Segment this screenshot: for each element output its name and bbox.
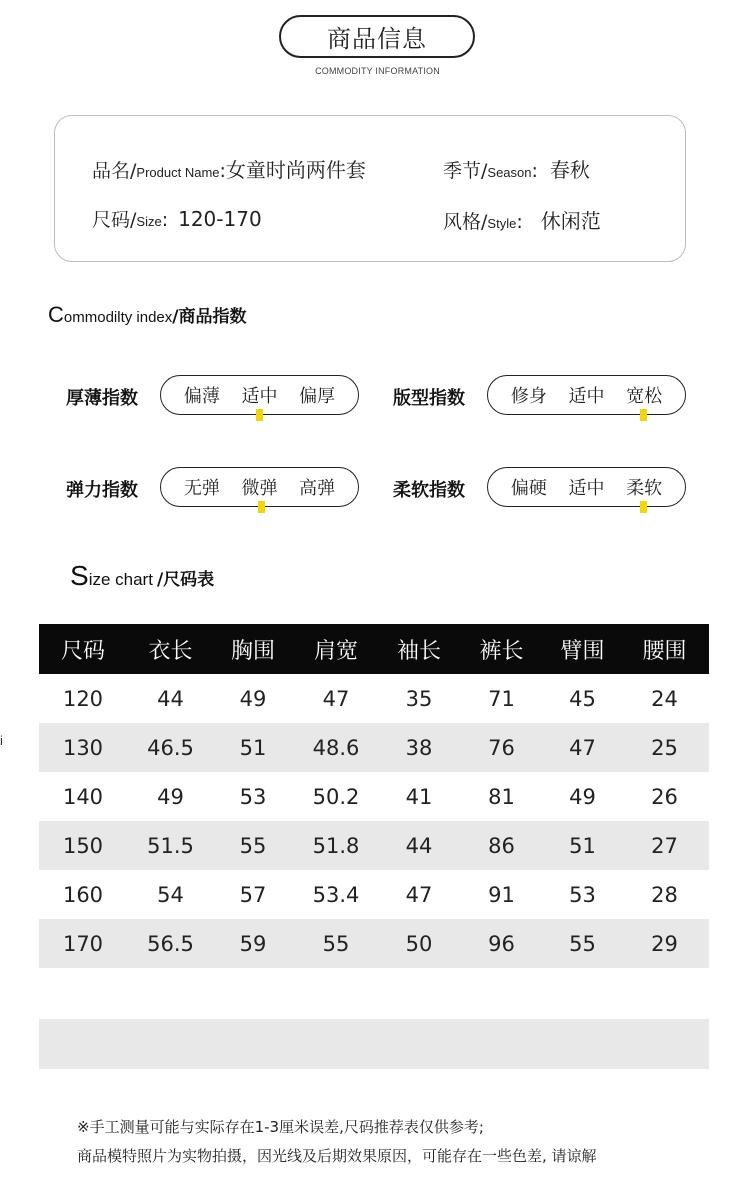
table-cell: 71 [488, 686, 515, 711]
thickness-index-label: 厚薄指数 [66, 388, 138, 409]
table-cell: 29 [651, 931, 678, 956]
season-value: 春秋 [549, 158, 590, 182]
table-cell: 140 [62, 784, 104, 809]
softness-index-label: 柔软指数 [393, 480, 465, 501]
table-cell: 47 [322, 686, 350, 711]
column-header: 腰围 [642, 638, 687, 664]
thickness-index-scale: 偏薄 适中 偏厚 [160, 375, 359, 415]
table-cell: 160 [62, 882, 104, 907]
column-header: 袖长 [396, 638, 441, 664]
product-info-card [54, 115, 686, 262]
section-title-pill [279, 15, 475, 58]
table-cell: 51 [239, 735, 267, 760]
product-name-value: 女童时尚两件套 [225, 158, 366, 182]
style-value: 休闲范 [540, 209, 601, 233]
table-cell: 48.6 [312, 735, 360, 760]
size-range-row: 尺码/ Size : 120-170 [92, 207, 262, 231]
table-cell: 47 [405, 882, 433, 907]
table-cell: 86 [488, 833, 515, 858]
table-row [39, 919, 709, 968]
table-cell: 38 [405, 735, 433, 760]
table-row [39, 821, 709, 870]
table-cell: 50.2 [312, 784, 360, 809]
thickness-selected-marker [256, 409, 263, 421]
fit-index-label: 版型指数 [393, 388, 465, 409]
table-cell: 25 [651, 735, 678, 760]
stray-mark: i [0, 733, 3, 748]
table-cell: 96 [488, 931, 515, 956]
column-header: 尺码 [60, 638, 105, 664]
table-cell: 91 [488, 882, 515, 907]
table-cell: 49 [569, 784, 596, 809]
empty-table-band [39, 1019, 709, 1069]
size-chart-heading: S ize chart /尺码表 [70, 560, 215, 591]
size-chart-table [39, 624, 709, 968]
table-cell: 49 [239, 686, 267, 711]
table-cell: 56.5 [147, 931, 194, 956]
season-row: 季节/ Season : 春秋 [443, 154, 590, 183]
fit-index-scale: 修身 适中 宽松 [487, 375, 686, 415]
table-row [39, 674, 709, 723]
column-header: 衣长 [148, 638, 193, 664]
size-table-header [39, 624, 709, 674]
elasticity-selected-marker [258, 501, 265, 513]
commodity-index-heading: C ommodilty index /商品指数 [48, 302, 247, 327]
style-row: 风格/ Style : 休闲范 [443, 205, 601, 234]
column-header: 胸围 [230, 638, 275, 664]
table-cell: 59 [239, 931, 267, 956]
table-cell: 150 [62, 833, 104, 858]
color-difference-note: 商品模特照片为实物拍摄，因光线及后期效果原因，可能存在一些色差, 请谅解 [77, 1147, 597, 1165]
table-cell: 27 [651, 833, 678, 858]
table-cell: 55 [569, 931, 596, 956]
table-row [39, 723, 709, 772]
table-cell: 53 [569, 882, 596, 907]
measurement-note: ※手工测量可能与实际存在1-3厘米误差,尺码推荐表仅供参考; [77, 1118, 484, 1136]
table-cell: 130 [62, 735, 104, 760]
table-cell: 26 [651, 784, 678, 809]
table-cell: 47 [569, 735, 596, 760]
column-header: 臂围 [560, 638, 605, 664]
table-cell: 55 [322, 931, 350, 956]
table-cell: 51 [569, 833, 596, 858]
table-cell: 81 [488, 784, 515, 809]
table-cell: 49 [157, 784, 184, 809]
section-title: 商品信息 [327, 25, 427, 53]
table-cell: 53 [239, 784, 267, 809]
table-cell: 35 [405, 686, 433, 711]
table-cell: 24 [651, 686, 678, 711]
table-cell: 55 [239, 833, 267, 858]
table-cell: 44 [405, 833, 433, 858]
table-cell: 41 [405, 784, 433, 809]
table-cell: 44 [157, 686, 184, 711]
table-cell: 76 [488, 735, 515, 760]
table-cell: 45 [569, 686, 596, 711]
table-row [39, 772, 709, 821]
table-cell: 53.4 [312, 882, 360, 907]
elasticity-index-label: 弹力指数 [66, 480, 138, 501]
table-cell: 120 [62, 686, 104, 711]
size-range-value: 120-170 [178, 207, 262, 231]
table-cell: 51.5 [147, 833, 194, 858]
table-cell: 54 [157, 882, 184, 907]
elasticity-index-scale: 无弹 微弹 高弹 [160, 467, 359, 507]
softness-selected-marker [640, 501, 647, 513]
softness-index-scale: 偏硬 适中 柔软 [487, 467, 686, 507]
table-cell: 50 [405, 931, 433, 956]
column-header: 裤长 [479, 638, 524, 664]
table-cell: 170 [62, 931, 104, 956]
table-cell: 57 [239, 882, 267, 907]
table-cell: 28 [651, 882, 678, 907]
table-cell: 46.5 [147, 735, 194, 760]
table-cell: 51.8 [312, 833, 360, 858]
column-header: 肩宽 [313, 638, 358, 664]
table-row [39, 870, 709, 919]
product-name-row: 品名/ Product Name : 女童时尚两件套 [92, 154, 366, 183]
section-subtitle: COMMODITY INFORMATION [315, 66, 440, 76]
fit-selected-marker [640, 409, 647, 421]
